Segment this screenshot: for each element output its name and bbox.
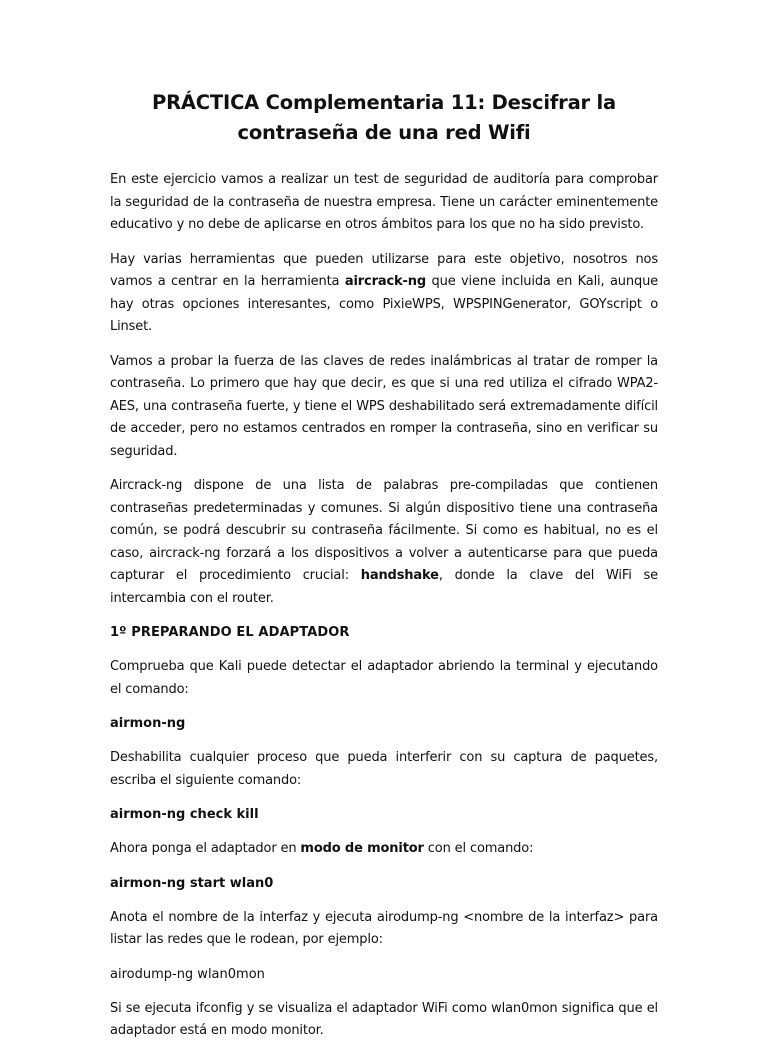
- command-airmon: airmon-ng: [110, 716, 186, 731]
- command-airodump: airodump-ng wlan0mon: [110, 966, 265, 982]
- document-page: [110, 88, 658, 1055]
- tools-text-after: que viene incluida en Kali, aunque hay otras opciones interesantes, como PixieWPS, WPSPINGenerator, GOYscript o Linset.: [110, 274, 659, 334]
- monitor-bold-mode: modo de monitor: [300, 841, 424, 856]
- strength-paragraph: Vamos a probar la fuerza de las claves de redes inalámbricas al tratar de romper la contraseña. Lo primero que hay que decir, es que si una red utiliza el cifrado WPA2-AES, una contraseña fuerte, y tiene el WPS deshabilitado será extremadamente difícil de acceder, pero no estamos centrados en romper la contraseña, sino en verificar su seguridad.: [110, 353, 658, 459]
- title-line-2: contraseña de una red Wifi: [237, 121, 531, 144]
- command-check-kill: airmon-ng check kill: [110, 807, 259, 822]
- wordlist-text-before: Aircrack-ng dispone de una lista de palabras pre-compiladas que contienen contraseñas predeterminadas y comunes. Si algún dispositivo tiene una contraseña común, se podrá descubrir su contraseña fácilmente. Si como es habitual, no es el caso, aircrack-ng forzará a los dispositivos a volver a autenticarse para que pueda capturar el procedimiento crucial:: [110, 478, 658, 583]
- section-heading-1: 1º PREPARANDO EL ADAPTADOR: [110, 625, 350, 640]
- wordlist-paragraph: [110, 475, 658, 610]
- tools-bold-aircrack: aircrack-ng: [344, 274, 427, 289]
- check-adapter-paragraph: Comprueba que Kali puede detectar el adaptador abriendo la terminal y ejecutando el comando:: [110, 659, 658, 697]
- ifconfig-paragraph: Si se ejecuta ifconfig y se visualiza el adaptador WiFi como wlan0mon significa que el adaptador está en modo monitor.: [110, 1000, 658, 1038]
- monitor-text-after: con el comando:: [423, 841, 534, 856]
- wordlist-bold-handshake: handshake: [360, 568, 439, 583]
- command-start-wlan0: airmon-ng start wlan0: [110, 875, 274, 891]
- airodump-paragraph: Anota el nombre de la interfaz y ejecuta airodump-ng <nombre de la interfaz> para listar las redes que le rodean, por ejemplo:: [110, 909, 658, 947]
- kill-process-paragraph: Deshabilita cualquier proceso que pueda interferir con su captura de paquetes, escriba el siguiente comando:: [110, 750, 658, 788]
- wordlist-text-after: , donde la clave del WiFi se intercambia con el router.: [110, 568, 658, 606]
- tools-text-before: Hay varias herramientas que pueden utilizarse para este objetivo, nosotros nos vamos a centrar en la herramienta: [110, 251, 658, 289]
- document-title: [110, 88, 658, 148]
- tools-paragraph: [110, 249, 658, 339]
- title-line-1: PRÁCTICA Complementaria 11: Descifrar la: [152, 91, 616, 114]
- monitor-mode-paragraph: [110, 838, 658, 861]
- monitor-text-before: Ahora ponga el adaptador en: [110, 841, 301, 856]
- intro-paragraph: En este ejercicio vamos a realizar un test de seguridad de auditoría para comprobar la seguridad de la contraseña de nuestra empresa. Tiene un carácter eminentemente educativo y no debe de aplicarse en otros ámbitos para los que no ha sido previsto.: [110, 172, 658, 232]
